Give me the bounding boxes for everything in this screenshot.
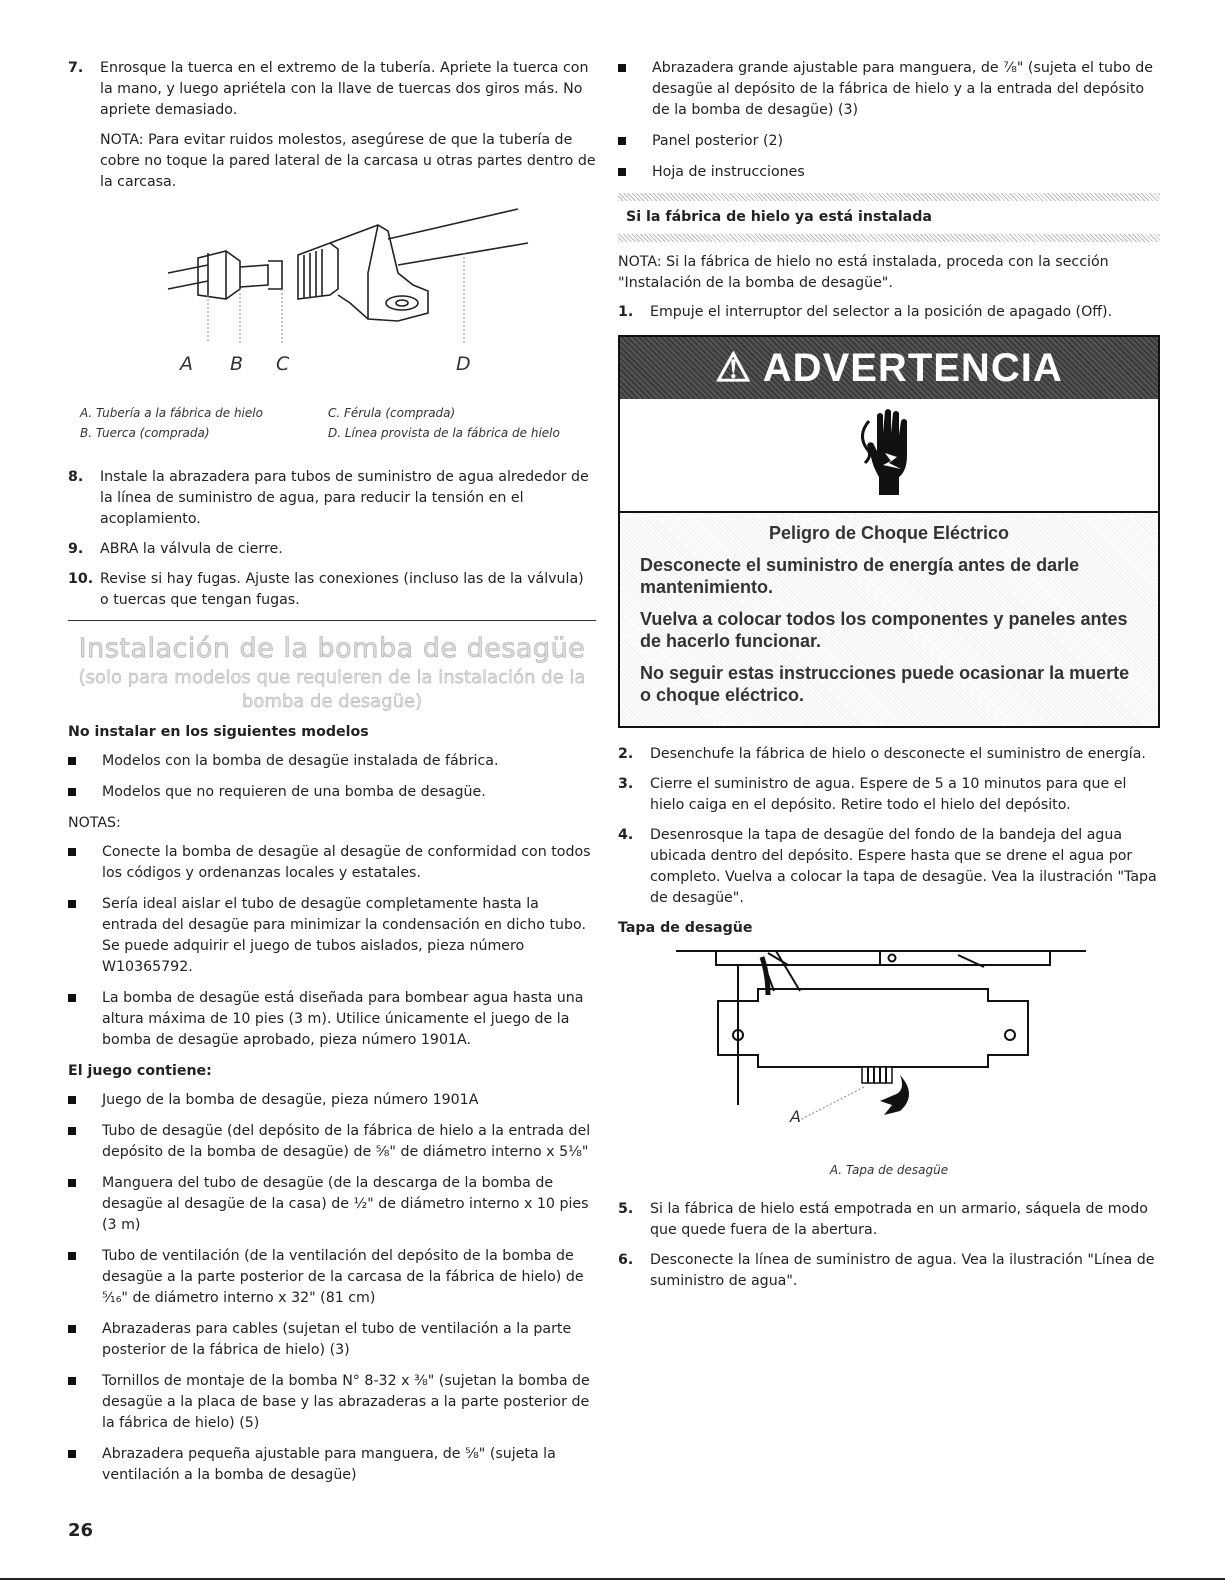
figure-captions bbox=[80, 403, 596, 443]
warning-header bbox=[620, 337, 1158, 399]
pattern-rule bbox=[618, 193, 1160, 201]
list-item: La bomba de desagüe está diseñada para bombear agua hasta una altura máxima de 10 pies (3 m). Utilice únicamente el juego de la bomba de desagüe aprobado, pieza número 1901A. bbox=[68, 988, 596, 1051]
step-number: 6. bbox=[618, 1252, 634, 1268]
copper-tube-note: NOTA: Para evitar ruidos molestos, asegúrese de que la tubería de cobre no toque la pared lateral de la carcasa u otras partes dentro de la carcasa. bbox=[100, 132, 596, 190]
installed-note: NOTA: Si la fábrica de hielo no está instalada, proceda con la sección "Instalación de la bomba de desagüe". bbox=[618, 254, 1109, 291]
bullet-icon bbox=[68, 1371, 102, 1434]
caption-b: B. Tuerca (comprada) bbox=[80, 426, 210, 440]
step-number: 10. bbox=[68, 571, 94, 587]
label-a: A bbox=[180, 353, 193, 375]
step-text: Instale la abrazadera para tubos de suministro de agua alrededor de la línea de suministro de agua, para reducir la tensión en el acoplamiento. bbox=[100, 469, 589, 527]
section-divider bbox=[68, 620, 596, 621]
list-item: Abrazaderas para cables (sujetan el tubo de ventilación a la parte posterior de la fábrica de hielo) (3) bbox=[68, 1319, 596, 1361]
compression-fitting-figure bbox=[68, 203, 596, 393]
caption-a: A. Tubería a la fábrica de hielo bbox=[80, 406, 263, 420]
step-3 bbox=[618, 774, 1160, 816]
warning-line-3: No seguir estas instrucciones puede ocasionar la muerte o choque eléctrico. bbox=[640, 663, 1130, 705]
step-number: 1. bbox=[618, 304, 634, 320]
bullet-icon bbox=[618, 58, 652, 121]
hazard-title: Peligro de Choque Eléctrico bbox=[768, 523, 1010, 543]
step-text: Desenchufe la fábrica de hielo o desconecte el suministro de energía. bbox=[650, 746, 1146, 762]
bullet-icon bbox=[68, 1319, 102, 1361]
step-8 bbox=[68, 467, 596, 530]
steps-2-4 bbox=[618, 744, 1160, 909]
step-text: Enrosque la tuerca en el extremo de la tubería. Apriete la tuerca con la mano, y luego apriétela con la llave de tuercas dos giros más. No apriete demasiado. bbox=[100, 60, 589, 118]
step-number: 2. bbox=[618, 746, 634, 762]
kit-heading: El juego contiene: bbox=[68, 1063, 212, 1079]
warning-line-2: Vuelva a colocar todos los componentes y paneles antes de hacerlo funcionar. bbox=[640, 609, 1128, 651]
list-item: Tubo de ventilación (de la ventilación del depósito de la bomba de desagüe a la parte posterior de la carcasa de la fábrica de hielo) de ⁵⁄₁₆" de diámetro interno x 32" (81 cm) bbox=[68, 1246, 596, 1309]
warning-body bbox=[620, 513, 1158, 726]
step-4 bbox=[618, 825, 1160, 909]
right-column bbox=[618, 58, 1160, 1301]
step-text: Desconecte la línea de suministro de agua. Vea la ilustración "Línea de suministro de agua". bbox=[650, 1252, 1155, 1289]
fitting-illustration bbox=[68, 203, 596, 393]
bullet-icon bbox=[68, 1246, 102, 1309]
bottom-rule bbox=[0, 1578, 1225, 1580]
section-title: Instalación de la bomba de desagüe bbox=[78, 633, 586, 664]
label-a: A bbox=[790, 1107, 801, 1126]
bullet-icon bbox=[68, 988, 102, 1051]
no-install-heading: No instalar en los siguientes modelos bbox=[68, 724, 369, 740]
step-9 bbox=[68, 539, 596, 560]
bullet-icon bbox=[68, 782, 102, 803]
drain-cap-heading: Tapa de desagüe bbox=[618, 920, 753, 936]
page-number: 26 bbox=[68, 1520, 94, 1541]
bullet-icon bbox=[618, 131, 652, 152]
step-number: 9. bbox=[68, 541, 84, 557]
step-7 bbox=[68, 58, 596, 121]
warning-title: ADVERTENCIA bbox=[762, 346, 1063, 390]
step-10 bbox=[68, 569, 596, 611]
label-c: C bbox=[276, 353, 290, 375]
caption-d: D. Línea provista de la fábrica de hielo bbox=[328, 426, 560, 440]
list-item: Panel posterior (2) bbox=[618, 131, 1160, 152]
list-item: Juego de la bomba de desagüe, pieza número 1901A bbox=[68, 1090, 596, 1111]
list-item: Abrazadera pequeña ajustable para manguera, de ⅝" (sujeta la ventilación a la bomba de desagüe) bbox=[68, 1444, 596, 1486]
list-item: Sería ideal aislar el tubo de desagüe completamente hasta la entrada del desagüe para minimizar la condensación en dicho tubo. Se puede adquirir el juego de tubos aislados, pieza número W10365792. bbox=[68, 894, 596, 978]
bullet-icon bbox=[68, 751, 102, 772]
list-item: Hoja de instrucciones bbox=[618, 162, 1160, 183]
step-number: 3. bbox=[618, 776, 634, 792]
warning-line-1: Desconecte el suministro de energía antes de darle mantenimiento. bbox=[640, 555, 1080, 597]
step-text: ABRA la válvula de cierre. bbox=[100, 541, 283, 557]
drain-cap-figure bbox=[618, 945, 1160, 1155]
bullet-icon bbox=[68, 1173, 102, 1236]
step-text: Desenrosque la tapa de desagüe del fondo de la bandeja del agua ubicada dentro del depósito. Espere hasta que se drene el agua por completo. Vuelva a colocar la tapa de desagüe. Vea la ilustración "Tapa de desagüe". bbox=[650, 827, 1157, 906]
list-item: Abrazadera grande ajustable para manguera, de ⅞" (sujeta el tubo de desagüe al depósito de la fábrica de hielo y a la entrada del depósito de la bomba de desagüe) (3) bbox=[618, 58, 1160, 121]
label-b: B bbox=[230, 353, 244, 375]
electric-shock-icon bbox=[620, 399, 1158, 513]
warning-box bbox=[618, 335, 1160, 728]
drain-cap-illustration bbox=[618, 945, 1160, 1155]
step-number: 5. bbox=[618, 1201, 634, 1217]
step-number: 7. bbox=[68, 60, 84, 76]
bullet-icon bbox=[68, 894, 102, 978]
step-number: 8. bbox=[68, 469, 84, 485]
list-item: Tornillos de montaje de la bomba N° 8-32 x ⅜" (sujetan la bomba de desagüe a la placa de base y las abrazaderas a la parte posterior de la fábrica de hielo) (5) bbox=[68, 1371, 596, 1434]
step-text: Si la fábrica de hielo está empotrada en un armario, sáquela de modo que quede fuera de la abertura. bbox=[650, 1201, 1148, 1238]
step-number: 4. bbox=[618, 827, 634, 843]
left-column bbox=[68, 58, 596, 1496]
warning-triangle-icon: ⚠ bbox=[715, 346, 753, 390]
steps-8-10 bbox=[68, 467, 596, 611]
list-item: Manguera del tubo de desagüe (de la descarga de la bomba de desagüe al desagüe de la casa) de ½" de diámetro interno x 10 pies (3 m) bbox=[68, 1173, 596, 1236]
step-2 bbox=[618, 744, 1160, 765]
bullet-icon bbox=[68, 1444, 102, 1486]
step-1 bbox=[618, 302, 1160, 323]
section-subtitle: (solo para modelos que requieren de la instalación de la bomba de desagüe) bbox=[78, 667, 586, 712]
drain-cap-caption: A. Tapa de desagüe bbox=[829, 1163, 949, 1177]
bullet-icon bbox=[68, 1121, 102, 1163]
label-d: D bbox=[456, 353, 471, 375]
installed-heading: Si la fábrica de hielo ya está instalada bbox=[626, 209, 932, 225]
caption-c: C. Férula (comprada) bbox=[328, 406, 456, 420]
step-6 bbox=[618, 1250, 1160, 1292]
bullet-icon bbox=[618, 162, 652, 183]
bullet-icon bbox=[68, 842, 102, 884]
bullet-icon bbox=[68, 1090, 102, 1111]
step-5 bbox=[618, 1199, 1160, 1241]
step-text: Cierre el suministro de agua. Espere de 5 a 10 minutos para que el hielo caiga en el depósito. Retire todo el hielo del depósito. bbox=[650, 776, 1127, 813]
list-item: Modelos que no requieren de una bomba de desagüe. bbox=[68, 782, 596, 803]
pattern-rule bbox=[618, 234, 1160, 242]
step-text: Empuje el interruptor del selector a la posición de apagado (Off). bbox=[650, 304, 1113, 320]
step-text: Revise si hay fugas. Ajuste las conexiones (incluso las de la válvula) o tuercas que tengan fugas. bbox=[100, 571, 584, 608]
list-item: Conecte la bomba de desagüe al desagüe de conformidad con todos los códigos y ordenanzas locales y estatales. bbox=[68, 842, 596, 884]
list-item: Modelos con la bomba de desagüe instalada de fábrica. bbox=[68, 751, 596, 772]
list-item: Tubo de desagüe (del depósito de la fábrica de hielo a la entrada del depósito de la bomba de desagüe) de ⁵⁄₈" de diámetro interno x 5⅛" bbox=[68, 1121, 596, 1163]
notes-heading: NOTAS: bbox=[68, 815, 121, 831]
